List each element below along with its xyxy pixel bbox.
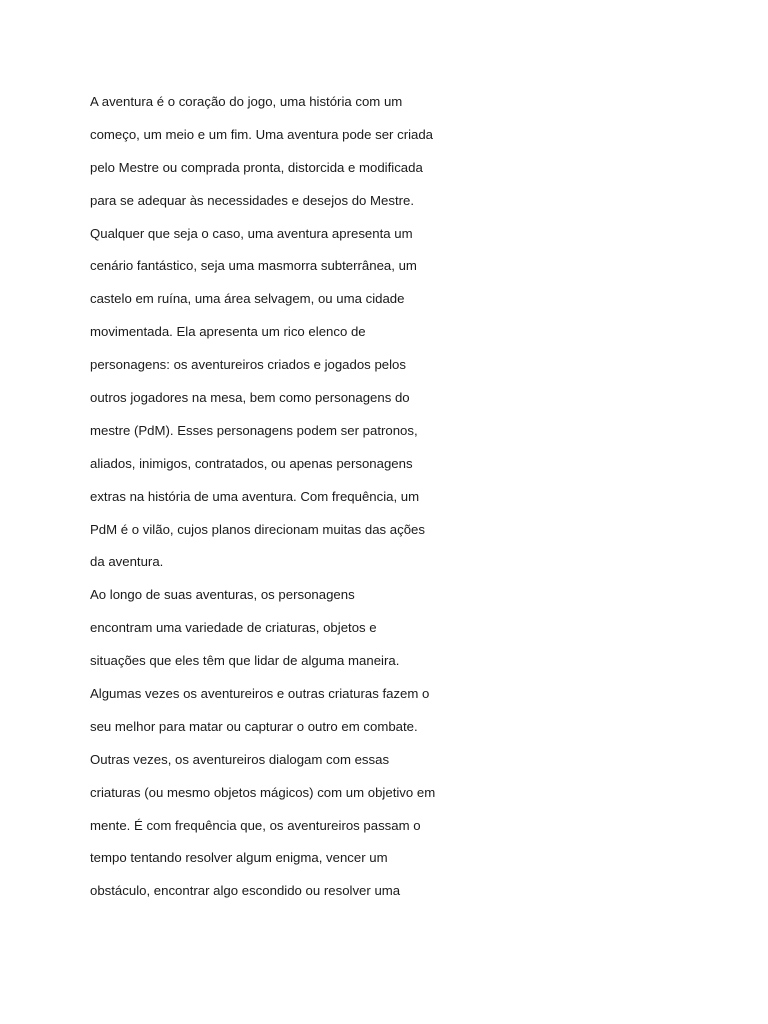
text-line: obstáculo, encontrar algo escondido ou resolver uma: [90, 883, 401, 899]
text-line: cenário fantástico, seja uma masmorra subterrânea, um: [90, 258, 417, 274]
text-line: mente. É com frequência que, os aventureiros passam o: [90, 817, 421, 833]
text-line: personagens: os aventureiros criados e jogados pelos: [90, 357, 406, 373]
text-line: situações que eles têm que lidar de alguma maneira.: [90, 653, 400, 669]
text-line: Algumas vezes os aventureiros e outras criaturas fazem o: [90, 686, 430, 702]
text-line: A aventura é o coração do jogo, uma história com um: [90, 94, 403, 109]
text-line: seu melhor para matar ou capturar o outro em combate.: [90, 718, 418, 734]
text-line: Qualquer que seja o caso, uma aventura apresenta um: [90, 225, 413, 241]
text-line: PdM é o vilão, cujos planos direcionam muitas das ações: [90, 521, 425, 537]
text-line: criaturas (ou mesmo objetos mágicos) com um objetivo em: [90, 784, 436, 800]
text-line: outros jogadores na mesa, bem como personagens do: [90, 390, 410, 406]
text-line: extras na história de uma aventura. Com frequência, um: [90, 488, 420, 504]
text-line: aliados, inimigos, contratados, ou apenas personagens: [90, 455, 413, 471]
text-line: pelo Mestre ou comprada pronta, distorcida e modificada: [90, 159, 423, 175]
text-line: castelo em ruína, uma área selvagem, ou uma cidade: [90, 291, 405, 307]
text-line: Outras vezes, os aventureiros dialogam com essas: [90, 751, 390, 767]
text-line: para se adequar às necessidades e desejos do Mestre.: [90, 192, 415, 208]
text-line: movimentada. Ela apresenta um rico elenco de: [90, 324, 366, 340]
text-line: mestre (PdM). Esses personagens podem ser patronos,: [90, 422, 418, 438]
body-text: [90, 91, 690, 913]
text-line: encontram uma variedade de criaturas, objetos e: [90, 620, 377, 636]
text-line: tempo tentando resolver algum enigma, vencer um: [90, 850, 388, 866]
text-line: da aventura.: [90, 554, 164, 570]
text-line: começo, um meio e um fim. Uma aventura pode ser criada: [90, 126, 434, 142]
text-line: Ao longo de suas aventuras, os personagens: [90, 587, 355, 603]
